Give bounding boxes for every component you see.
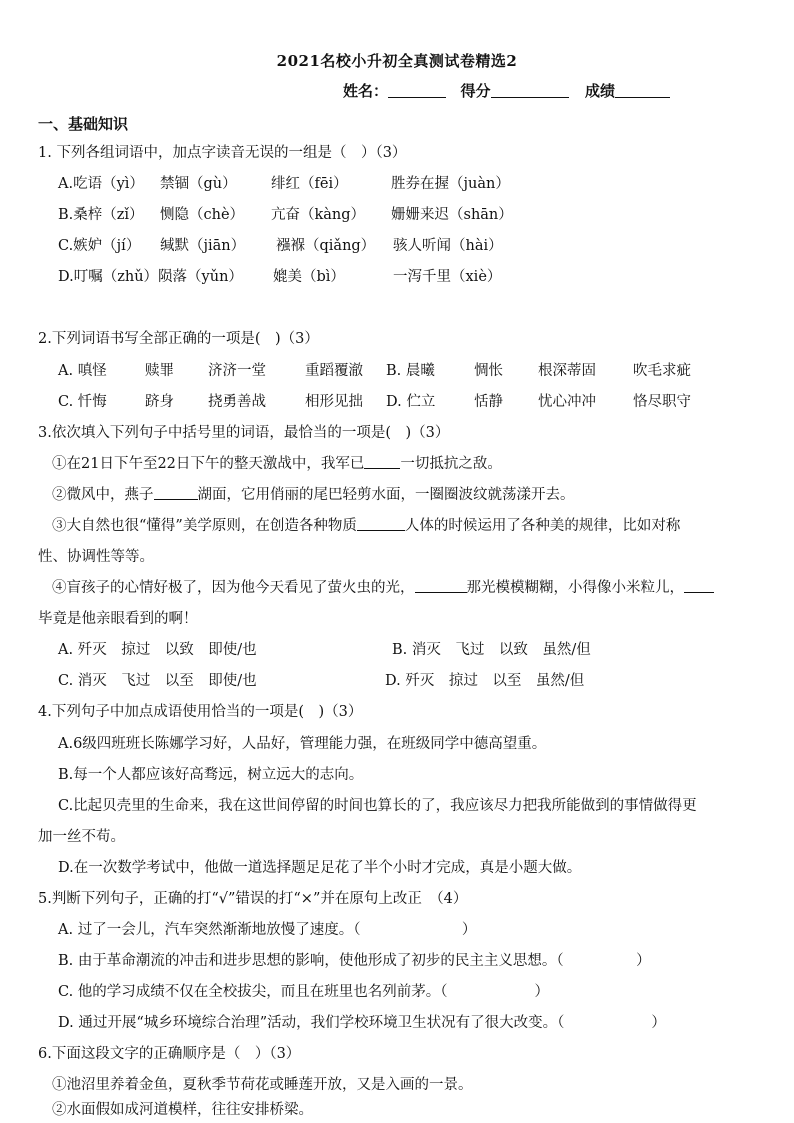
- question-3-sentence-2: ②微风中，燕子 湖面，它用俏丽的尾巴轻剪水面，一圈圈波纹就荡漾开去。: [52, 487, 575, 503]
- grade-blank[interactable]: [615, 83, 670, 98]
- fill-blank[interactable]: [364, 454, 400, 469]
- question-3-sentence-3-cont: 性、协调性等等。: [38, 549, 154, 565]
- question-2-stem: 2.下列词语书写全部正确的一项是( )（3）: [38, 331, 319, 347]
- question-4-stem: 4.下列句子中加点成语使用恰当的一项是( )（3）: [38, 704, 363, 720]
- question-6-sentence-1: ①池沼里养着金鱼，夏秋季节荷花或睡莲开放，又是入画的一景。: [52, 1077, 473, 1093]
- score-label: 得分: [460, 82, 491, 100]
- question-1-stem: 1. 下列各组词语中，加点字读音无误的一组是（ ）（3）: [38, 145, 407, 161]
- fill-blank[interactable]: [415, 578, 467, 593]
- grade-label: 成绩: [584, 82, 615, 100]
- fill-blank[interactable]: [357, 516, 405, 531]
- question-3-option-c: C. 消灭 飞过 以至 即使/也: [58, 673, 257, 689]
- question-6-sentence-2: ②水面假如成河道模样，往往安排桥梁。: [52, 1102, 313, 1118]
- fill-blank[interactable]: [154, 485, 198, 500]
- exam-page: 2021名校小升初全真测试卷精选2 姓名： 得分 成绩 一、基础知识 1. 下列各组词语中，加点字读音无误的一组是（ ）（3） A.吃语（yì） 禁锢（gù） 绯红（fēi） 胜券在握（juàn） B.桑梓（zǐ） 恻隐（chè） 亢奋（kàng） 姗姗来迟（shān） C.嫉妒（jí） 缄默（jiān） 襁褓（qiǎng） 骇人听闻（hài） D.叮嘱（zhǔ）陨落（yǔn） 媲美（bì） 一泻千里（xiè） 2.下列词语书写全部正确的一项是( )（3） A. 嗔怪 赎罪 济济一堂 重蹈覆澈 B. 晨曦 惆怅 根深蒂固 吹毛求疵 C. 忏悔 跻身 挠勇善战 相形见拙 D. 伫立 恬静 忧心冲冲 恪尽职守 3.依次填入下列句子中括号里的词语，最恰当的一项是( )（3） ①在21日下午至22日下午的整天激战中，我军已 一切抵抗之敌。 ②微风中，燕子 湖面，它用俏丽的尾巴轻剪水面，一圈圈波纹就荡漾开去。 ③大自然也很“懂得”美学原则，在创造各种物质 人体的时候运用了各种美的规律，比如对称 性、协调性等等。 ④盲孩子的心情好极了，因为他今天看见了萤火虫的光， 那光模模糊糊，小得像小米粒儿， 毕竟是他亲眼看到的啊！ A. 歼灭 掠过 以致 即使/也 B. 消灭 飞过 以致 虽然/但 C. 消灭 飞过 以至 即使/也 D. 歼灭 掠过 以至 虽然/但 4.下列句子中加点成语使用恰当的一项是( )（3） A.6级四班班长陈娜学习好，人品好，管理能力强，在班级同学中德高望重。 B.每一个人都应该好高骛远，树立远大的志向。 C.比起贝壳里的生命来，我在这世间停留的时间也算长的了，我应该尽力把我所能做到的事情做得更 加一丝不苟。 D.在一次数学考试中，他做一道选择题足足花了半个小时才完成，真是小题大做。 5.判断下列句子，正确的打“√”错误的打“×”并在原句上改正 （4） A. 过了一会儿，汽车突然渐渐地放慢了速度。（ ） B. 由于革命潮流的冲击和进步思想的影响，使他形成了初步的民主主义思想。（ ） C. 他的学习成绩不仅在全校拔尖，而且在班里也名列前茅。（ ） D. 通过开展“城乡环境综合治理”活动，我们学校环境卫生状况有了很大改变。（ ） 6.下面这段文字的正确顺序是（ ）（3） ①池沼里养着金鱼，夏秋季节荷花或睡莲开放，又是入画的一景。 ②水面假如成河道模样，往往安排桥梁。: [0, 0, 794, 1123]
- question-3-option-b: B. 消灭 飞过 以致 虽然/但: [392, 642, 591, 658]
- question-3-sentence-4-cont: 毕竟是他亲眼看到的啊！: [38, 611, 198, 627]
- student-info-bar: [343, 80, 670, 101]
- question-3-stem: 3.依次填入下列句子中括号里的词语，最恰当的一项是( )（3）: [38, 425, 450, 441]
- question-5-stem: 5.判断下列句子，正确的打“√”错误的打“×”并在原句上改正 （4）: [38, 891, 468, 907]
- page-title: 2021名校小升初全真测试卷精选2: [276, 52, 518, 70]
- fill-blank[interactable]: [684, 578, 714, 593]
- question-5-item-c: C. 他的学习成绩不仅在全校拔尖，而且在班里也名列前茅。（ ）: [58, 984, 550, 1000]
- question-3-option-d: D. 歼灭 掠过 以至 虽然/但: [385, 673, 585, 689]
- question-3-option-a: A. 歼灭 掠过 以致 即使/也: [58, 642, 257, 658]
- question-3-sentence-1: ①在21日下午至22日下午的整天激战中，我军已 一切抵抗之敌。: [52, 456, 502, 472]
- question-4-option-d: D.在一次数学考试中，他做一道选择题足足花了半个小时才完成，真是小题大做。: [58, 860, 582, 876]
- question-3-sentence-3: ③大自然也很“懂得”美学原则，在创造各种物质 人体的时候运用了各种美的规律，比如对称: [52, 518, 681, 534]
- question-6-stem: 6.下面这段文字的正确顺序是（ ）（3）: [38, 1046, 301, 1062]
- section-heading: 一、基础知识: [38, 115, 129, 133]
- question-4-option-b: B.每一个人都应该好高骛远，树立远大的志向。: [58, 767, 364, 783]
- name-label: 姓名：: [343, 82, 389, 100]
- question-3-sentence-4: ④盲孩子的心情好极了，因为他今天看见了萤火虫的光， 那光模模糊糊，小得像小米粒儿，: [52, 578, 714, 598]
- question-4-option-c-cont: 加一丝不苟。: [38, 829, 125, 845]
- question-4-option-c: C.比起贝壳里的生命来，我在这世间停留的时间也算长的了，我应该尽力把我所能做到的事情做得更: [58, 798, 697, 814]
- score-blank[interactable]: [491, 83, 569, 98]
- question-5-item-a: A. 过了一会儿，汽车突然渐渐地放慢了速度。（ ）: [58, 922, 477, 938]
- name-blank[interactable]: [388, 83, 446, 98]
- question-5-item-d: D. 通过开展“城乡环境综合治理”活动，我们学校环境卫生状况有了很大改变。（ ）: [58, 1015, 666, 1031]
- question-4-option-a: A.6级四班班长陈娜学习好，人品好，管理能力强，在班级同学中德高望重。: [58, 736, 547, 752]
- question-5-item-b: B. 由于革命潮流的冲击和进步思想的影响，使他形成了初步的民主主义思想。（ ）: [58, 953, 651, 969]
